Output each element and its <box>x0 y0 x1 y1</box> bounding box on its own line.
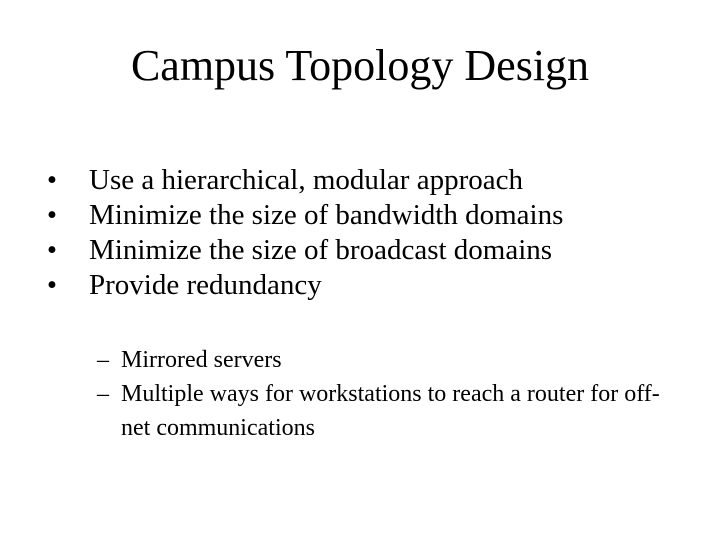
bullet-text: Minimize the size of broadcast domains <box>89 234 553 266</box>
bullet-item <box>46 198 692 233</box>
sub-bullet-list <box>97 343 697 445</box>
bullet-item <box>46 163 692 198</box>
bullet-marker: • <box>46 199 58 231</box>
slide-title: Campus Topology Design <box>130 41 590 90</box>
bullet-item <box>46 233 692 268</box>
sub-bullet-text: Multiple ways for workstations to reach a router for off-net communications <box>121 381 660 441</box>
sub-bullet-item <box>97 343 697 377</box>
sub-bullet-marker: – <box>97 347 109 373</box>
bullet-item <box>46 268 692 303</box>
bullet-text: Minimize the size of bandwidth domains <box>89 199 564 231</box>
bullet-list <box>46 163 692 303</box>
bullet-marker: • <box>46 164 58 196</box>
bullet-marker: • <box>46 234 58 266</box>
bullet-marker: • <box>46 269 58 301</box>
bullet-text: Provide redundancy <box>89 269 322 301</box>
sub-bullet-item <box>97 377 697 445</box>
sub-bullet-text: Mirrored servers <box>121 347 282 373</box>
sub-bullet-marker: – <box>97 381 109 407</box>
bullet-text: Use a hierarchical, modular approach <box>89 164 523 196</box>
